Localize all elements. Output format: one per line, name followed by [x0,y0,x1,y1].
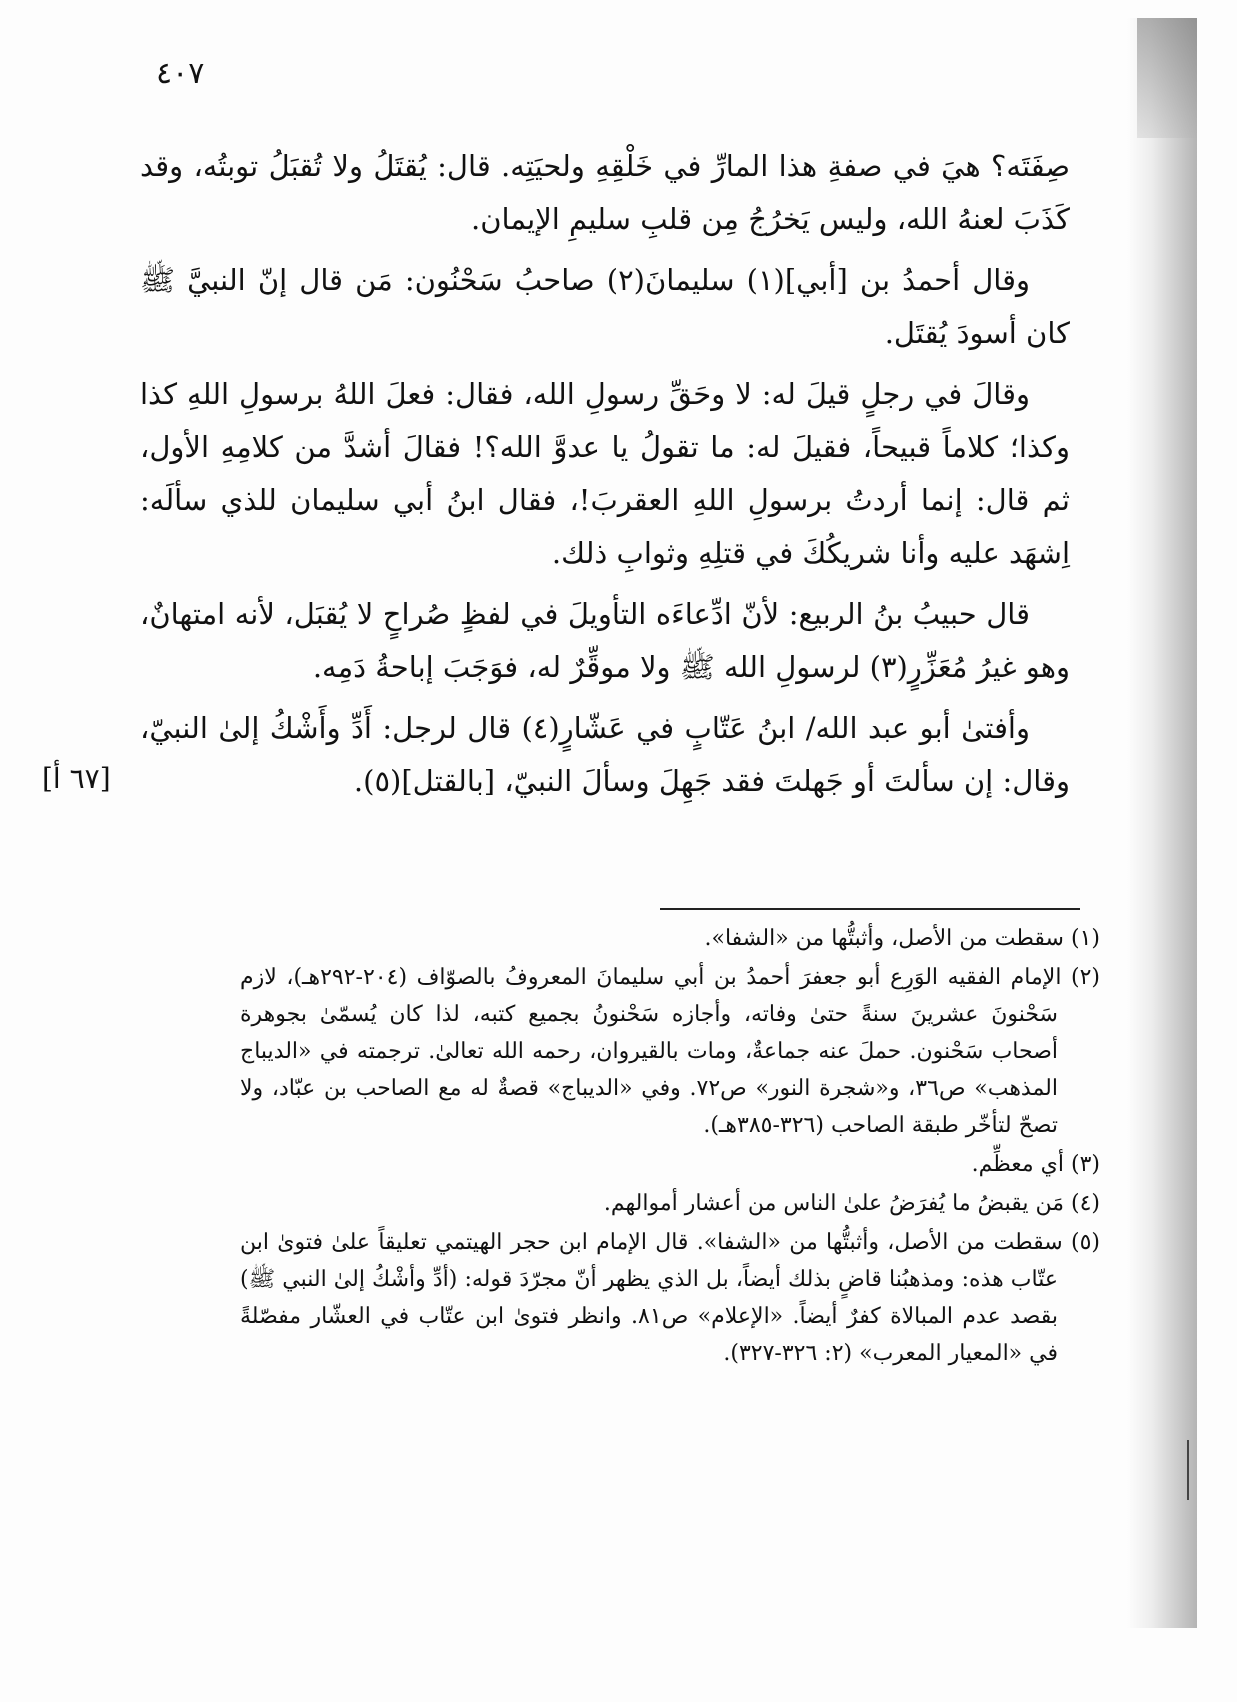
folio-marker: [٦٧ أ] [42,762,111,795]
paragraph: صِفَتَه؟ هيَ في صفةِ هذا المارِّ في خَلْقِهِ ولحيَتِه. قال: يُقتَلُ ولا تُقبَلُ توبتُه، وقد كَذَبَ لعنهُ الله، وليس يَخرُجُ مِن قلبِ سليمِ الإيمان. [140,149,1070,236]
footnotes [240,920,1100,1374]
paragraph: وأفتىٰ أبو عبد الله/ ابنُ عَتّابٍ في عَشّارٍ(٤) قال لرجل: أَدِّ وأَشْكُ إلىٰ النبيّ، وقال: إن سألتَ أو جَهلتَ فقد جَهِلَ وسألَ النبيّ، [بالقتل](٥). [140,711,1070,798]
footnote-divider [660,908,1080,910]
paragraph: قال حبيبُ بنُ الربيع: لأنّ ادِّعاءَه التأويلَ في لفظٍ صُراحٍ لا يُقبَل، لأنه امتهانٌ، وهو غيرُ مُعَزِّرٍ(٣) لرسولِ الله ﷺ ولا موقِّرٌ له، فوَجَبَ إباحةُ دَمِه. [140,597,1070,684]
footnote: (٢) الإمام الفقيه الوَرِع أبو جعفرَ أحمدُ بن أبي سليمانَ المعروفُ بالصوّاف (٢٠٤-٢٩٢هـ)، لازم سَحْنونَ عشرينَ سنةً حتىٰ وفاته، وأجازه سَحْنونُ بجميع كتبه، لذا كان يُسمّىٰ بجوهرة أصحاب سَحْنون. حملَ عنه جماعةٌ، ومات بالقيروان، رحمه الله تعالىٰ. ترجمته في «الديباج المذهب» ص٣٦، و«شجرة النور» ص٧٢. وفي «الديباج» قصةٌ له مع الصاحب بن عبّاد، ولا تصحّ لتأخّر طبقة الصاحب (٣٢٦-٣٨٥هـ). [240,965,1100,1138]
footnote: (٣) أي معظِّم. [971,1152,1100,1177]
edge-mark [1187,1440,1189,1500]
page-edge-shadow-top [1137,18,1197,138]
footnote: (٤) مَن يقبضُ ما يُفرَضُ علىٰ الناس من أعشار أموالهم. [603,1191,1100,1216]
paragraph: وقال أحمدُ بن [أبي](١) سليمانَ(٢) صاحبُ سَحْنُون: مَن قال إنّ النبيَّ ﷺ كان أسودَ يُقتَل. [140,263,1070,350]
page-edge-shadow [1127,18,1197,1628]
main-text [140,140,1070,816]
footnote: (١) سقطت من الأصل، وأثبتُّها من «الشفا». [704,926,1100,951]
footnote: (٥) سقطت من الأصل، وأثبتُّها من «الشفا». قال الإمام ابن حجر الهيتمي تعليقاً علىٰ فتوىٰ ابن عتّاب هذه: ومذهبُنا قاضٍ بذلك أيضاً، بل الذي يظهر أنّ مجرّدَ قوله: (أدِّ وأشْكُ إلىٰ النبي ﷺ) بقصد عدم المبالاة كفرٌ أيضاً. «الإعلام» ص٨١. وانظر فتوىٰ ابن عتّاب في العشّار مفصّلةً في «المعيار المعرب» (٢: ٣٢٦-٣٢٧). [240,1230,1100,1366]
page-number: ٤٠٧ [156,56,205,91]
paragraph: وقالَ في رجلٍ قيلَ له: لا وحَقِّ رسولِ الله، فقال: فعلَ اللهُ برسولِ اللهِ كذا وكذا؛ كلاماً قبيحاً، فقيلَ له: ما تقولُ يا عدوَّ الله؟! فقالَ أشدَّ من كلامِهِ الأول، ثم قال: إنما أردتُ برسولِ اللهِ العقربَ!، فقال ابنُ أبي سليمان للذي سألَه: اِشهَد عليه وأنا شريكُكَ في قتلِهِ وثوابِ ذلك. [140,377,1070,570]
